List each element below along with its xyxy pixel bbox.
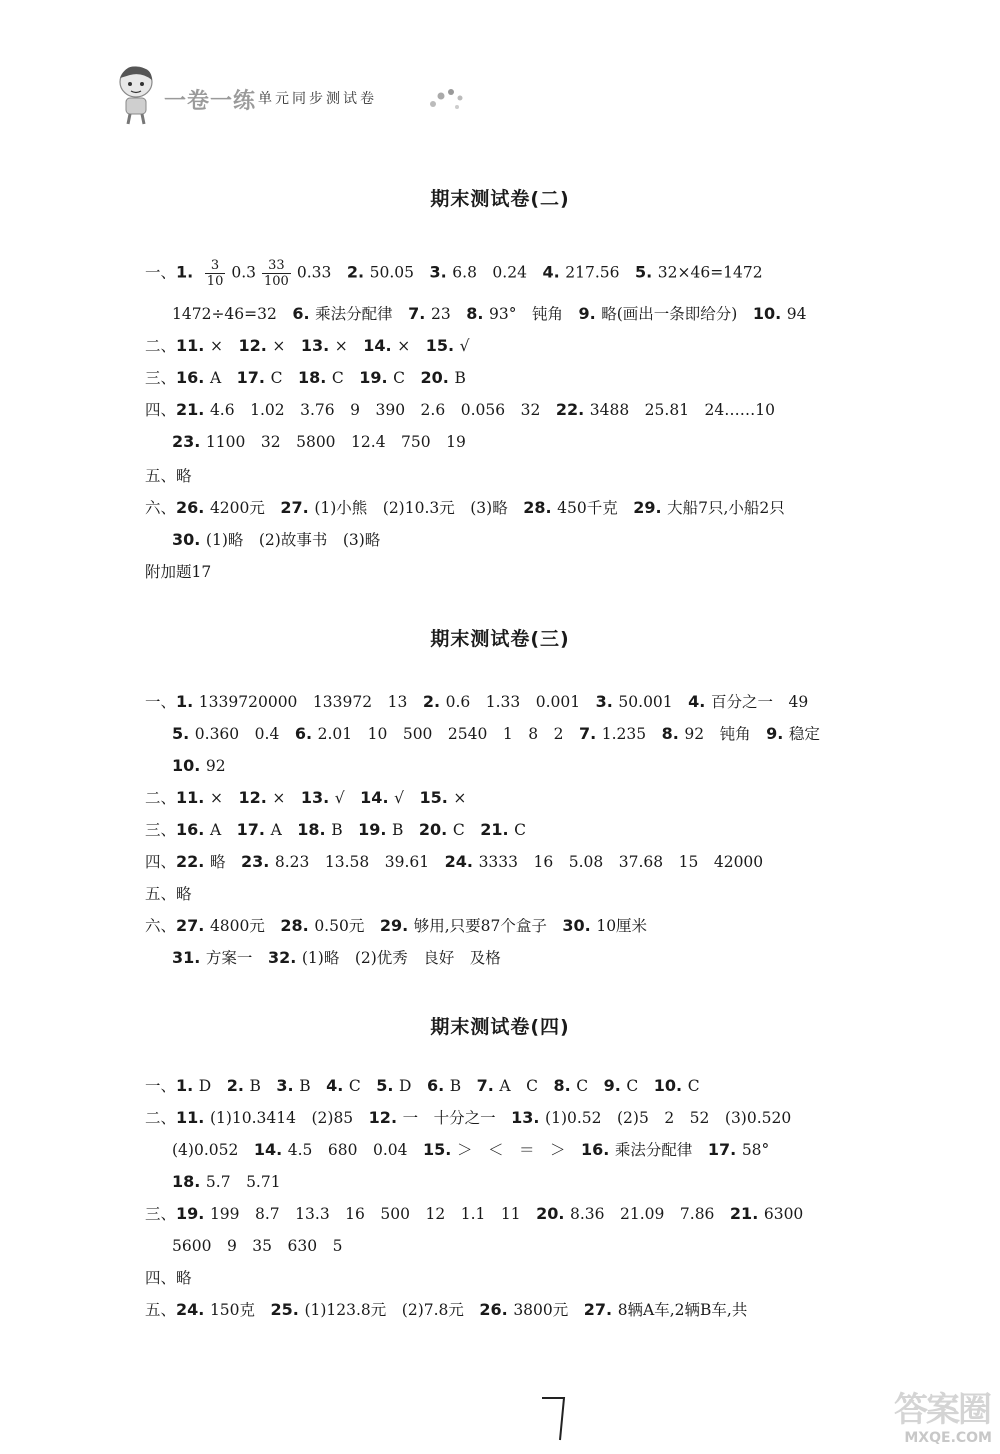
question-number: 22. xyxy=(555,400,590,419)
question-number: 14. xyxy=(253,1140,288,1159)
question-number: 6. xyxy=(292,304,316,323)
question-number: 14. xyxy=(360,788,395,807)
answer-text: B xyxy=(392,821,419,839)
question-number: 15. xyxy=(419,788,454,807)
question-number: 13. xyxy=(511,1108,546,1127)
answer-line xyxy=(172,756,226,776)
question-number: 2. xyxy=(226,1076,250,1095)
answer-text: 五、 xyxy=(145,1301,177,1319)
answer-text: 2.01 10 500 2540 1 8 2 xyxy=(317,725,579,743)
answer-text: C xyxy=(270,369,298,387)
answer-text: 1.235 xyxy=(601,725,662,743)
question-number: 17. xyxy=(707,1140,742,1159)
answer-text: 方案一 xyxy=(205,949,268,967)
answer-line xyxy=(145,916,647,936)
answer-line xyxy=(145,1076,700,1096)
fraction-denominator: 100 xyxy=(264,274,289,289)
question-number: 12. xyxy=(238,788,273,807)
decoration-icon xyxy=(427,82,467,112)
answer-line xyxy=(145,1204,803,1224)
answer-text: 92 xyxy=(205,757,226,775)
answer-text: 450千克 xyxy=(557,499,634,517)
question-number: 27. xyxy=(176,916,210,935)
answer-text: 23 xyxy=(430,305,467,323)
question-number: 2. xyxy=(422,692,446,711)
question-number: 17. xyxy=(236,368,271,387)
question-number: 1. xyxy=(176,692,199,711)
question-number: 20. xyxy=(420,368,455,387)
question-number: 8. xyxy=(466,304,489,323)
answer-text: 92 钝角 xyxy=(684,725,767,743)
question-number: 7. xyxy=(578,724,602,743)
answer-line xyxy=(172,304,807,324)
answer-text: 乘法分配律 xyxy=(315,305,409,323)
question-number: 7. xyxy=(476,1076,500,1095)
answer-text: × xyxy=(209,337,239,355)
answer-text: √ xyxy=(334,789,361,807)
question-number: 22. xyxy=(176,852,210,871)
answer-text: 附加题 xyxy=(145,563,192,581)
answer-text: 5600 9 35 630 5 xyxy=(172,1237,343,1255)
answer-line xyxy=(145,1268,192,1288)
question-number: 29. xyxy=(633,498,668,517)
answer-text: C xyxy=(687,1077,700,1095)
answer-text: 8.23 13.58 39.61 xyxy=(274,853,445,871)
answer-text: 乘法分配律 xyxy=(614,1141,708,1159)
question-number: 15. xyxy=(425,336,460,355)
question-number: 7. xyxy=(408,304,431,323)
question-number: 10. xyxy=(653,1076,688,1095)
answer-text: 10厘米 xyxy=(596,917,648,935)
answer-text: × xyxy=(397,337,426,355)
question-number: 25. xyxy=(270,1300,305,1319)
question-number: 3. xyxy=(595,692,619,711)
answer-line xyxy=(172,530,380,550)
answer-text: × xyxy=(272,337,301,355)
answer-text: 32×46=1472 xyxy=(657,263,763,282)
answer-text: 二、 xyxy=(145,789,177,807)
answer-text: 一、 xyxy=(145,263,177,282)
question-number: 11. xyxy=(176,788,210,807)
answer-text: 5.7 5.71 xyxy=(205,1173,281,1191)
question-number: 28. xyxy=(280,916,315,935)
answer-text: 94 xyxy=(786,305,807,323)
question-number: 13. xyxy=(300,336,335,355)
answer-text: A xyxy=(209,821,237,839)
question-number: 6. xyxy=(294,724,318,743)
answer-text: B xyxy=(249,1077,277,1095)
header-brand xyxy=(112,62,472,128)
answer-line xyxy=(145,400,775,420)
section-title: 期末测试卷(二) xyxy=(430,188,570,210)
answer-text: A C xyxy=(499,1077,554,1095)
fraction-numerator: 33 xyxy=(262,258,291,274)
question-number: 17. xyxy=(236,820,271,839)
watermark-text: 答案圈 xyxy=(894,1390,990,1430)
fraction xyxy=(262,258,291,289)
answer-text: (1)略 (2)优秀 良好 及格 xyxy=(301,949,501,967)
question-number: 3. xyxy=(429,262,453,282)
answer-text: 一、 xyxy=(145,1077,177,1095)
brand-title: 一卷一练 xyxy=(164,89,257,114)
answer-text: × xyxy=(334,337,364,355)
answer-text: 0.50元 xyxy=(314,917,380,935)
question-number: 1. xyxy=(176,1076,199,1095)
question-number: 4. xyxy=(542,262,566,282)
question-number: 19. xyxy=(359,368,394,387)
answer-text: 93° 钝角 xyxy=(488,305,579,323)
answer-text: (1)123.8元 (2)7.8元 xyxy=(304,1301,480,1319)
answer-text: 四、 xyxy=(145,401,177,419)
answer-text: 四、略 xyxy=(145,1269,192,1287)
answer-line xyxy=(145,884,192,904)
answer-text: C xyxy=(514,821,526,839)
answer-text: C xyxy=(348,1077,377,1095)
answer-text: 0.6 1.33 0.001 xyxy=(445,693,596,711)
question-number: 18. xyxy=(172,1172,206,1191)
answer-text: D xyxy=(198,1077,227,1095)
question-number: 6. xyxy=(426,1076,450,1095)
answer-text: √ xyxy=(394,789,420,807)
question-number: 20. xyxy=(536,1204,571,1223)
question-number: 5. xyxy=(634,262,658,282)
answer-text: 58° xyxy=(741,1141,770,1159)
question-number: 30. xyxy=(562,916,597,935)
answer-line xyxy=(172,1140,769,1160)
answer-text: 50.001 xyxy=(618,693,689,711)
question-number: 16. xyxy=(580,1140,615,1159)
answer-text: 二、 xyxy=(145,337,177,355)
answer-line xyxy=(172,1172,281,1192)
answer-text: 四、 xyxy=(145,853,177,871)
answer-text: 一 十分之一 xyxy=(402,1109,512,1127)
question-number: 11. xyxy=(176,336,210,355)
question-number: 1. xyxy=(176,262,199,282)
question-number: 3. xyxy=(276,1076,300,1095)
answer-line xyxy=(145,466,192,486)
answer-text: 百分之一 49 xyxy=(710,693,809,711)
answer-text: 1339720000 133972 13 xyxy=(198,693,423,711)
answer-text: (4)0.052 xyxy=(172,1141,254,1159)
question-number: 27. xyxy=(583,1300,618,1319)
answer-text: 6300 xyxy=(763,1205,804,1223)
section-title: 期末测试卷(三) xyxy=(430,628,570,650)
question-number: 14. xyxy=(363,336,398,355)
question-number: 4. xyxy=(326,1076,349,1095)
question-number: 11. xyxy=(176,1108,210,1127)
question-number: 21. xyxy=(729,1204,764,1223)
question-number: 18. xyxy=(297,820,332,839)
answer-line xyxy=(172,724,820,744)
answer-text: 199 8.7 13.3 16 500 12 1.1 11 xyxy=(209,1205,537,1223)
answer-text: 0.33 xyxy=(296,263,347,282)
answer-text: 三、 xyxy=(145,821,177,839)
answer-line xyxy=(172,432,466,452)
answer-text: 0.360 0.4 xyxy=(194,725,295,743)
answer-text: 大船7只,小船2只 xyxy=(667,499,785,517)
question-number: 10. xyxy=(752,304,787,323)
answer-text: 略(画出一条即给分) xyxy=(601,305,753,323)
fraction-numerator: 3 xyxy=(205,258,226,274)
question-number: 12. xyxy=(238,336,273,355)
answer-text: B xyxy=(331,821,359,839)
answer-text: C xyxy=(452,821,481,839)
answer-text: 三、 xyxy=(145,369,177,387)
question-number: 19. xyxy=(358,820,392,839)
answer-text: 三、 xyxy=(145,1205,177,1223)
watermark xyxy=(816,1376,996,1446)
answer-line xyxy=(145,788,466,808)
answer-line xyxy=(145,498,785,518)
question-number: 26. xyxy=(176,498,210,517)
question-number: 13. xyxy=(300,788,335,807)
answer-text: 8辆A车,2辆B车,共 xyxy=(617,1301,748,1319)
answer-text: 3333 16 5.08 37.68 15 42000 xyxy=(478,853,764,871)
section-title: 期末测试卷(四) xyxy=(430,1016,570,1038)
answer-text: 4800元 xyxy=(209,917,281,935)
question-number: 26. xyxy=(479,1300,514,1319)
answer-text: 4.6 1.02 3.76 9 390 2.6 0.056 32 xyxy=(209,401,556,419)
answer-line xyxy=(145,852,763,872)
answer-line xyxy=(145,1108,791,1128)
answer-text: 3800元 xyxy=(513,1301,584,1319)
question-number: 23. xyxy=(240,852,275,871)
question-number: 19. xyxy=(176,1204,210,1223)
question-number: 16. xyxy=(176,820,210,839)
question-number: 9. xyxy=(578,304,602,323)
mascot-icon xyxy=(112,62,160,128)
answer-text: (1)小熊 (2)10.3元 (3)略 xyxy=(314,499,524,517)
answer-text: (1)略 (2)故事书 (3)略 xyxy=(205,531,381,549)
question-number: 28. xyxy=(523,498,558,517)
answer-text: A xyxy=(270,821,298,839)
question-number: 32. xyxy=(267,948,302,967)
answer-text: ＞ ＜ ＝ ＞ xyxy=(456,1141,581,1159)
answer-text: B xyxy=(449,1077,477,1095)
question-number: 31. xyxy=(172,948,206,967)
answer-text: 一、 xyxy=(145,693,177,711)
answer-text: 1100 32 5800 12.4 750 19 xyxy=(205,433,466,451)
question-number: 30. xyxy=(172,530,206,549)
answer-text: 3488 25.81 24……10 xyxy=(589,401,776,419)
answer-text: 4.5 680 0.04 xyxy=(287,1141,424,1159)
fraction xyxy=(205,258,226,289)
answer-text: 略 xyxy=(209,853,241,871)
answer-line xyxy=(145,692,808,712)
answer-line xyxy=(145,336,470,356)
question-number: 23. xyxy=(172,432,206,451)
question-number: 24. xyxy=(444,852,479,871)
answer-text: C xyxy=(576,1077,604,1095)
question-number: 8. xyxy=(553,1076,577,1095)
answer-text: C xyxy=(626,1077,654,1095)
question-number: 27. xyxy=(280,498,315,517)
question-number: 24. xyxy=(176,1300,210,1319)
answer-text: × xyxy=(209,789,239,807)
answer-text: √ xyxy=(459,337,470,355)
answer-text: 4200元 xyxy=(209,499,281,517)
question-number: 9. xyxy=(603,1076,627,1095)
question-number: 29. xyxy=(379,916,414,935)
answer-text: D xyxy=(399,1077,427,1095)
answer-text: 六、 xyxy=(145,499,177,517)
answer-text: 稳定 xyxy=(788,725,820,743)
answer-text: 1472÷46=32 xyxy=(172,305,293,323)
question-number: 12. xyxy=(368,1108,403,1127)
question-number: 20. xyxy=(418,820,453,839)
question-number: 10. xyxy=(172,756,206,775)
answer-text: 六、 xyxy=(145,917,177,935)
answer-text: 五、略 xyxy=(145,467,192,485)
answer-text: (1)10.3414 (2)85 xyxy=(209,1109,369,1127)
fraction-denominator: 10 xyxy=(206,274,224,289)
question-number: 5. xyxy=(376,1076,400,1095)
question-number: 16. xyxy=(176,368,210,387)
page-number-mark xyxy=(540,1392,570,1442)
answer-text: C xyxy=(331,369,360,387)
answer-text: 217.56 xyxy=(565,263,635,282)
answer-text: × xyxy=(453,789,467,807)
answer-text: 17 xyxy=(191,563,212,581)
answer-text: 50.05 xyxy=(369,263,430,282)
answer-text: 五、略 xyxy=(145,885,192,903)
answer-text: 150克 xyxy=(209,1301,271,1319)
question-number: 18. xyxy=(297,368,332,387)
answer-line xyxy=(172,948,501,968)
answer-text: 二、 xyxy=(145,1109,177,1127)
question-number: 15. xyxy=(423,1140,457,1159)
question-number: 8. xyxy=(661,724,685,743)
question-number: 21. xyxy=(480,820,515,839)
answer-line xyxy=(145,258,763,289)
answer-line xyxy=(172,1236,342,1256)
answer-text: B xyxy=(299,1077,327,1095)
answer-text: B xyxy=(454,369,466,387)
question-number: 21. xyxy=(176,400,210,419)
brand-subtitle: 单元同步测试卷 xyxy=(258,91,377,107)
question-number: 5. xyxy=(172,724,195,743)
answer-text: A xyxy=(209,369,237,387)
answer-text: C xyxy=(393,369,421,387)
question-number: 4. xyxy=(688,692,711,711)
watermark-url: MXQE.COM xyxy=(904,1430,992,1446)
answer-text: 0.3 xyxy=(231,263,256,282)
answer-line xyxy=(145,1300,747,1320)
answer-line xyxy=(145,368,466,388)
answer-text: (1)0.52 (2)5 2 52 (3)0.520 xyxy=(545,1109,792,1127)
question-number: 2. xyxy=(346,262,370,282)
answer-text: × xyxy=(272,789,301,807)
question-number: 9. xyxy=(766,724,789,743)
answer-line xyxy=(145,562,211,582)
answer-text: 8.36 21.09 7.86 xyxy=(570,1205,730,1223)
answer-text: 6.8 0.24 xyxy=(452,263,543,282)
answer-text: 够用,只要87个盒子 xyxy=(413,917,563,935)
answer-line xyxy=(145,820,526,840)
